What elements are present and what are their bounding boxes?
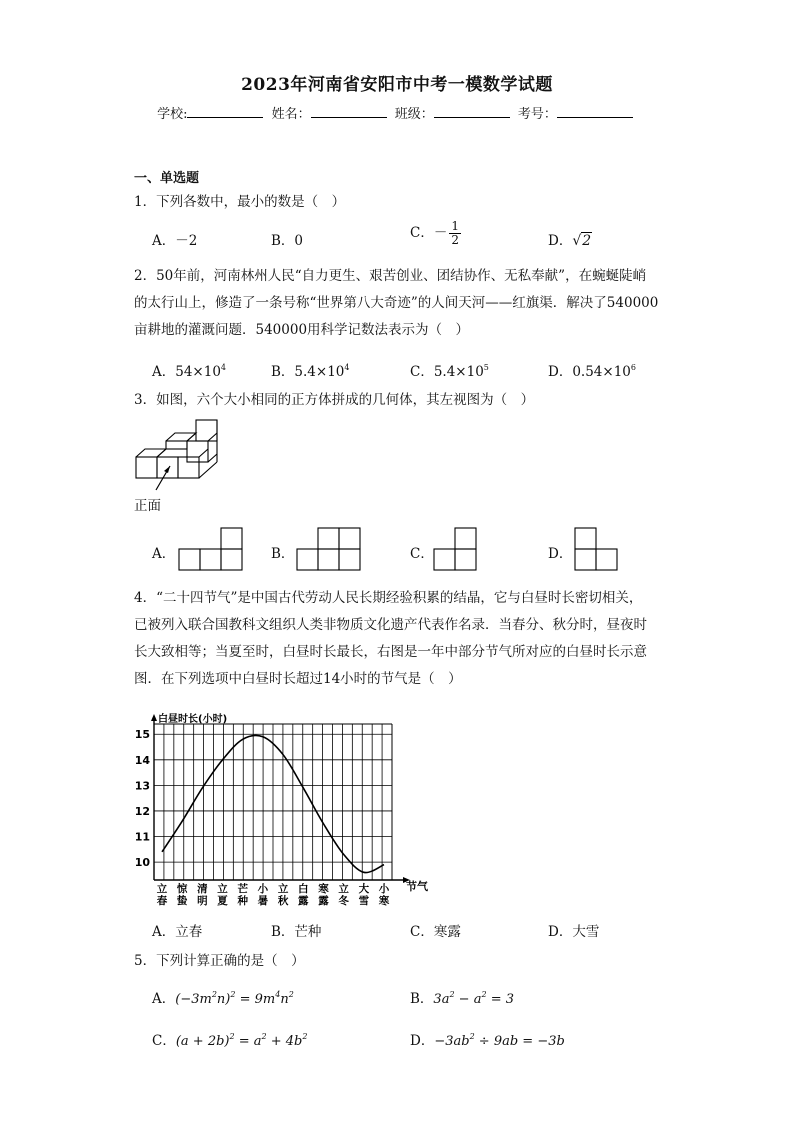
x-tick-label: 惊 xyxy=(176,883,188,895)
q4-option-c: C．寒露 xyxy=(410,924,461,940)
q4-text xyxy=(134,585,664,693)
y-tick-label: 13 xyxy=(134,779,150,793)
q1-option-c xyxy=(410,220,461,247)
q3-view-a xyxy=(178,525,248,571)
q2-line2: 的太行山上，修造了一条号称“世界第八大奇迹”的人间天河——红旗渠．解决了540000 xyxy=(134,295,659,311)
q4-line2: 已被列入联合国教科文组织人类非物质文化遗产代表作名录．当春分、秋分时，昼夜时 xyxy=(134,617,647,633)
q2-option-d-base: D．0.54×10 xyxy=(548,364,631,380)
q3-option-a: A． xyxy=(152,546,176,562)
x-tick-label: 立 xyxy=(156,883,168,895)
school-field[interactable] xyxy=(187,104,263,118)
x-tick-label: 明 xyxy=(197,895,208,907)
q5-option-a: A．$(-3m^2n)^2 = 9m^4n^2$ xyxy=(152,990,294,1007)
q1-option-a: A．－2 xyxy=(152,233,198,249)
q3-view-c xyxy=(433,525,483,571)
x-tick-label: 芒 xyxy=(237,883,248,895)
q5-option-b: B．$3a^2 - a^2 = 3$ xyxy=(410,990,514,1007)
page-title: 2023年河南省安阳市中考一模数学试题 xyxy=(241,75,553,95)
student-info-line xyxy=(0,103,794,122)
q2-option-b-base: B．5.4×10 xyxy=(271,364,345,380)
q2-option-d xyxy=(548,360,636,380)
cube-figure-lines xyxy=(136,420,217,478)
x-tick-label: 夏 xyxy=(217,895,228,907)
q2-option-a xyxy=(152,360,226,380)
x-tick-label: 秋 xyxy=(277,895,289,907)
q1-option-d-prefix: D． xyxy=(548,233,573,249)
y-tick-label: 15 xyxy=(134,728,150,742)
q1-fraction xyxy=(449,220,461,247)
q3-option-b: B． xyxy=(271,546,295,562)
q1-option-d xyxy=(548,229,592,249)
school-label: 学校: xyxy=(157,107,188,122)
q2-option-a-base: A．54×10 xyxy=(152,364,221,380)
x-tick-label: 小 xyxy=(257,883,269,895)
x-tick-label: 立 xyxy=(338,883,349,895)
name-field[interactable] xyxy=(311,104,387,118)
q1-option-c-prefix: C．－ xyxy=(410,225,448,241)
class-field[interactable] xyxy=(434,104,510,118)
q2-option-b xyxy=(271,360,349,380)
sqrt-symbol: √2 xyxy=(572,233,592,249)
sqrt-radicand: 2 xyxy=(582,233,592,249)
x-tick-label: 露 xyxy=(298,895,309,907)
x-tick-label: 春 xyxy=(156,895,168,907)
exam-no-field[interactable] xyxy=(557,104,633,118)
x-tick-label: 雪 xyxy=(358,895,370,907)
q2-line1: 2．50年前，河南林州人民“自力更生、艰苦创业、团结协作、无私奉献”，在蜿蜒陡峭 xyxy=(134,268,647,284)
q3-option-c: C． xyxy=(410,546,434,562)
q1-stem: 1．下列各数中，最小的数是（ ） xyxy=(134,194,346,210)
q4-line4: 图．在下列选项中白昼时长超过14小时的节气是（ ） xyxy=(134,671,462,687)
name-label: 姓名： xyxy=(271,107,311,122)
q3-stem: 3．如图，六个大小相同的正方体拼成的几何体，其左视图为（ ） xyxy=(134,392,535,408)
q2-line3: 亩耕地的灌溉问题．540000用科学记数法表示为（ ） xyxy=(134,322,470,338)
q1-option-b: B．0 xyxy=(271,233,304,249)
y-tick-label: 14 xyxy=(134,753,150,767)
x-tick-label: 立 xyxy=(217,883,228,895)
x-tick-label: 清 xyxy=(197,883,208,895)
q3-cube-figure xyxy=(130,418,230,496)
x-tick-label: 蛰 xyxy=(176,895,188,907)
q4-option-a: A．立春 xyxy=(152,924,203,940)
x-tick-label: 立 xyxy=(277,883,289,895)
x-axis-label: 节气 xyxy=(406,880,428,893)
y-tick-label: 10 xyxy=(134,856,150,870)
x-tick-label: 露 xyxy=(318,895,329,907)
x-tick-label: 寒 xyxy=(318,883,329,895)
q1-fraction-num: 1 xyxy=(451,219,459,233)
q4-option-d: D．大雪 xyxy=(548,924,600,940)
front-arrow-head xyxy=(164,466,170,473)
q2-option-c xyxy=(410,360,489,380)
q2-option-b-exp: 4 xyxy=(344,363,350,372)
y-axis-arrow xyxy=(151,714,157,721)
y-tick-label: 11 xyxy=(134,830,150,844)
q3-view-d xyxy=(574,525,624,571)
q4-line3: 长大致相等；当夏至时，白昼时长最长，右图是一年中部分节气所对应的白昼时长示意 xyxy=(134,644,647,660)
q5-option-c: C．$(a + 2b)^2 = a^2 + 4b^2$ xyxy=(152,1032,308,1049)
q4-option-b: B．芒种 xyxy=(271,924,322,940)
class-label: 班级： xyxy=(394,107,434,122)
x-tick-label: 白 xyxy=(298,883,309,895)
q3-view-b xyxy=(296,525,366,571)
q2-option-c-exp: 5 xyxy=(483,363,489,372)
y-tick-label: 12 xyxy=(134,804,150,818)
q5-stem: 5．下列计算正确的是（ ） xyxy=(134,953,305,969)
q2-option-a-exp: 4 xyxy=(220,363,227,372)
x-tick-label: 种 xyxy=(237,895,248,907)
q2-option-d-exp: 6 xyxy=(630,363,636,372)
section-heading: 一、单选题 xyxy=(134,171,200,186)
q5-option-d: D．$-3ab^2 \div 9ab = -3b$ xyxy=(410,1032,565,1049)
daylight-chart xyxy=(130,712,440,908)
x-tick-label: 暑 xyxy=(257,895,269,907)
x-tick-label: 大 xyxy=(358,883,370,895)
q1-fraction-den: 2 xyxy=(451,233,459,247)
front-label: 正面 xyxy=(134,498,161,514)
q2-text xyxy=(134,263,664,344)
x-tick-label: 小 xyxy=(378,883,390,895)
exam-no-label: 考号： xyxy=(517,107,557,122)
q2-option-c-base: C．5.4×10 xyxy=(410,364,484,380)
x-tick-label: 冬 xyxy=(338,895,349,907)
x-tick-label: 寒 xyxy=(378,895,390,907)
q3-option-d: D． xyxy=(548,546,573,562)
y-axis-label: 白昼时长(小时) xyxy=(158,714,228,725)
q4-line1: 4．“二十四节气”是中国古代劳动人民长期经验积累的结晶，它与白昼时长密切相关， xyxy=(134,590,643,606)
